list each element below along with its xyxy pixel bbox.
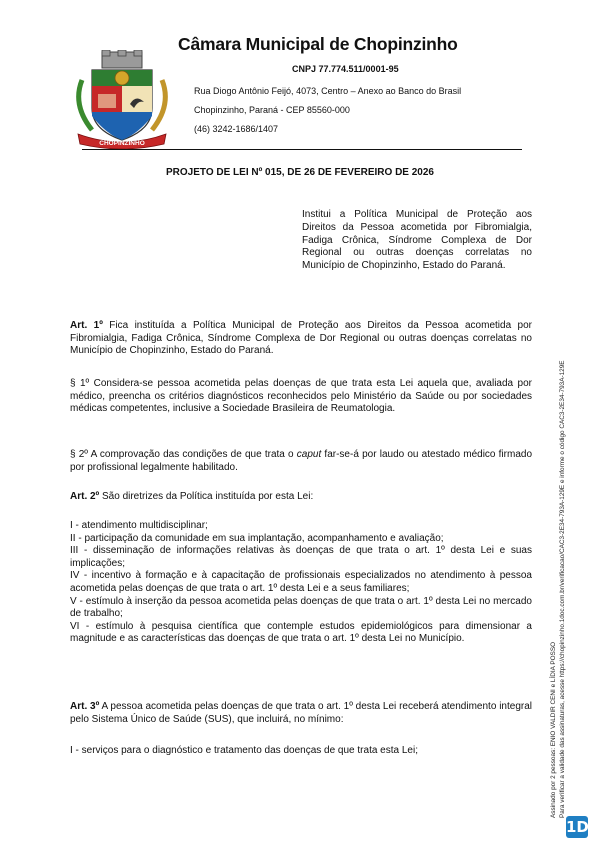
signature-line-2: Para verificar a validade das assinaturas, acesse https://chopinzinho.1doc.com.br/verificacao/CAC3-2E34-793A-129E e informe o código CAC3-2E34-793A-129E <box>559 360 566 818</box>
article-3-item-1: I - serviços para o diagnóstico e tratamento das doenças de que trata esta Lei; <box>70 745 418 756</box>
signature-notice <box>545 258 581 823</box>
article-3-text: A pessoa acometida pelas doenças de que trata o art. 1º desta Lei receberá atendimento integral pelo Sistema Único de Saúde (SUS), que incluirá, no mínimo: <box>70 701 532 725</box>
org-name: Câmara Municipal de Chopinzinho <box>178 34 458 54</box>
article-2-text: São diretrizes da Política instituída por esta Lei: <box>99 491 314 502</box>
paragraph-2 <box>70 449 532 474</box>
list-item: IV - incentivo à formação e à capacitação de profissionais especializados no atendimento à pessoa acometida pelas doenças de que trata o art. 1º desta Lei e a seus familiares; <box>70 570 532 594</box>
list-item: II - participação da comunidade em sua implantação, acompanhamento e avaliação; <box>70 532 444 544</box>
article-1-text: Fica instituída a Política Municipal de Proteção aos Direitos da Pessoa acometida por Fibromialgia, Fadiga Crônica, Síndrome Complexa de Dor Regional ou outras doenças correlatas no Município de Chopinzinho, Estado do Paraná. <box>70 320 532 357</box>
signature-line-1: Assinado por 2 pessoas: ENIO VALDIR CENI e LÍDIA POSSO <box>550 641 557 818</box>
address-line: Rua Diogo Antônio Feijó, 4073, Centro – Anexo ao Banco do Brasil <box>194 86 462 96</box>
header-divider <box>82 149 522 150</box>
list-item: V - estímulo à inserção da pessoa acometida pelas doenças de que trata o art. 1º desta Lei no mercado de trabalho; <box>70 595 532 620</box>
article-1-label: Art. 1º <box>70 320 103 331</box>
bill-title: PROJETO DE LEI Nº 015, DE 26 DE FEVEREIRO DE 2026 <box>165 167 434 178</box>
paragraph-2-text-b: far-se-á por laudo ou atestado médico firmado por profissional legalmente habilitado. <box>70 449 533 473</box>
crest-ribbon-text: CHOPINZINHO <box>99 140 145 147</box>
article-2-label: Art. 2º <box>70 491 100 502</box>
city-line: Chopinzinho, Paraná - CEP 85560-000 <box>194 105 350 115</box>
municipal-coat-of-arms-icon <box>68 50 176 150</box>
list-item: III - disseminação de informações relativas às doenças de que trata o art. 1º desta Lei e suas implicações; <box>70 545 532 569</box>
article-2-items <box>70 520 532 646</box>
article-3 <box>70 701 532 726</box>
article-1 <box>70 320 532 358</box>
list-item: VI - estímulo à pesquisa científica que contemple estudos epidemiológicos para dimensionar a magnitude e as características das doenças de que trata o art. 1º desta Lei no Município. <box>70 620 532 645</box>
paragraph-1: § 1º Considera-se pessoa acometida pelas doenças de que trata esta Lei aquela que, avaliada por médico, preencha os critérios diagnósticos reconhecidos pelo Ministério da Saúde ou por sociedades médicas competentes, inclusive a Sociedade Brasileira de Reumatologia. <box>70 378 532 415</box>
ementa: Institui a Política Municipal de Proteção aos Direitos da Pessoa acometida por Fibromialgia, Fadiga Crônica, Síndrome Complexa de Dor Regional ou outras doenças correlatas no Município de Chopinzinho, Estado do Paraná. <box>302 209 532 272</box>
paragraph-2-text-a: § 2º A comprovação das condições de que trata o <box>70 449 297 460</box>
article-3-label: Art. 3º <box>70 701 100 712</box>
phone-line: (46) 3242-1686/1407 <box>194 124 279 134</box>
list-item: I - atendimento multidisciplinar; <box>70 520 208 531</box>
paragraph-2-caput: caput <box>296 449 322 460</box>
1doc-logo-icon: 1D <box>566 818 589 836</box>
article-2 <box>70 491 532 504</box>
cnpj: CNPJ 77.774.511/0001-95 <box>292 64 399 74</box>
